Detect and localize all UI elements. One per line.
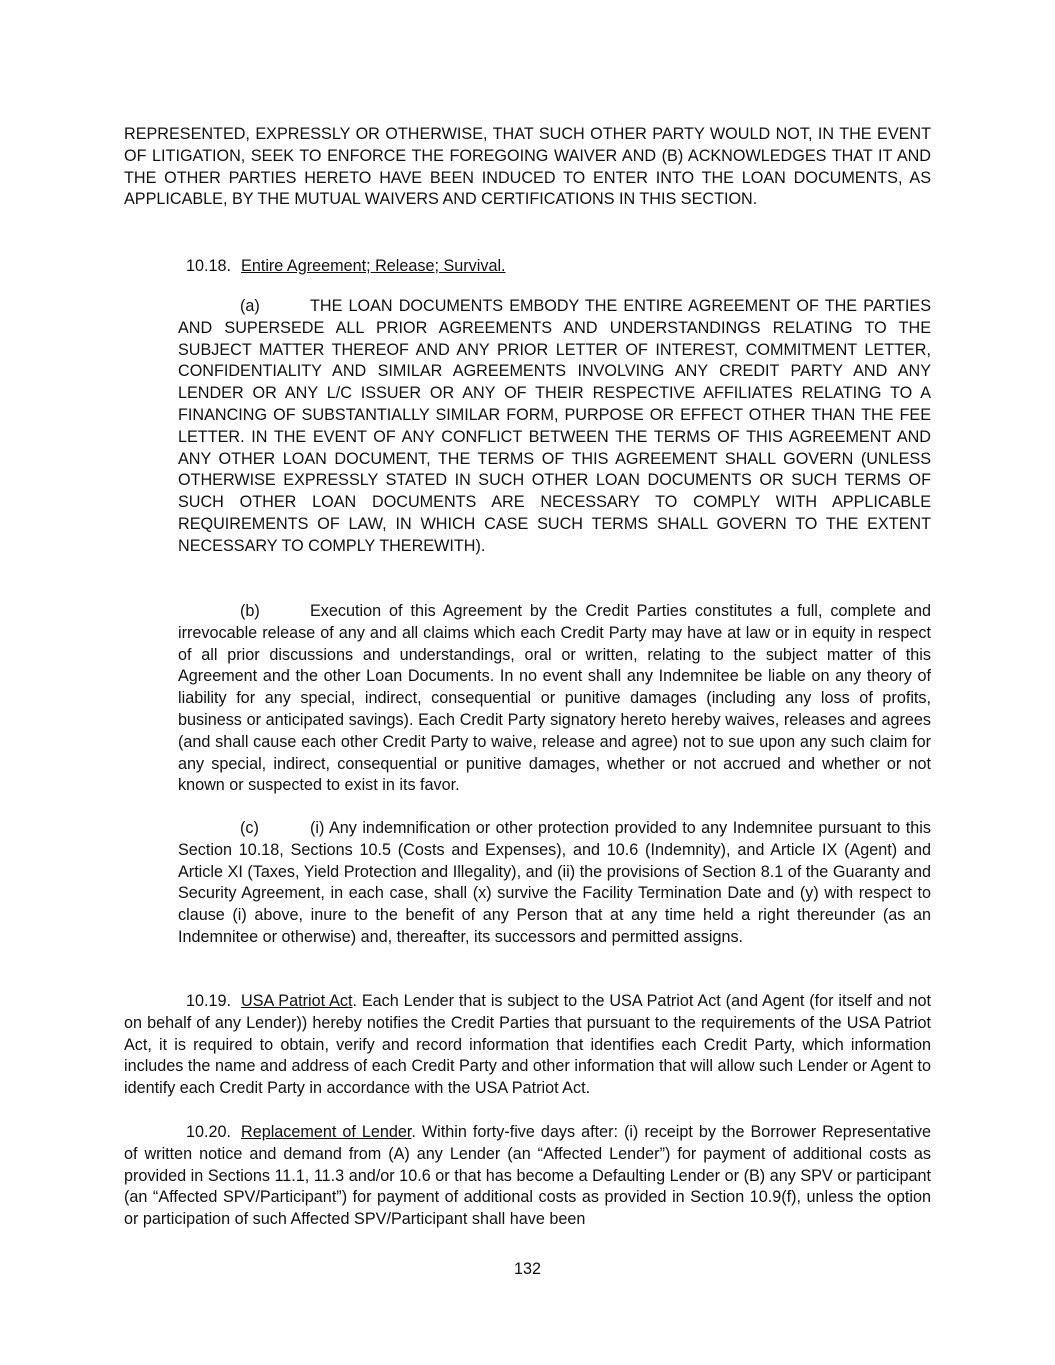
clause-label: (a) [240,297,260,315]
clause-label: (c) [240,819,259,837]
section-title: Entire Agreement; Release; Survival. [241,257,506,275]
section-10-18-a-paragraph [178,296,931,558]
section-10-18-heading [124,256,931,278]
section-number: 10.19. [186,992,232,1010]
clause-text: Execution of this Agreement by the Credit Parties constitutes a full, complete and irrevocable release of any and all claims which each Credit Party may have at law or in equity in respect of all prior discussions and understandings, oral or written, relating to the subject matter of this Agreement and the other Loan Documents. In no event shall any Indemnitee be liable on any theory of liability for any special, indirect, consequential or punitive damages (including any loss of profits, business or anticipated savings). Each Credit Party signatory hereto hereby waives, releases and agrees (and shall cause each other Credit Party to waive, release and agree) not to sue upon any such claim for any special, indirect, consequential or punitive damages, whether or not accrued and whether or not known or suspected to exist in its favor. [178,602,931,795]
clause-text: THE LOAN DOCUMENTS EMBODY THE ENTIRE AGREEMENT OF THE PARTIES AND SUPERSEDE ALL PRIOR AGREEMENTS AND UNDERSTANDINGS RELATING TO THE SUBJECT MATTER THEREOF AND ANY PRIOR LETTER OF INTEREST, COMMITMENT LETTER, CONFIDENTIALITY AND SIMILAR AGREEMENTS INVOLVING ANY CREDIT PARTY AND ANY LENDER OR ANY L/C ISSUER OR ANY OF THEIR RESPECTIVE AFFILIATES RELATING TO A FINANCING OF SUBSTANTIALLY SIMILAR FORM, PURPOSE OR EFFECT OTHER THAN THE FEE LETTER. IN THE EVENT OF ANY CONFLICT BETWEEN THE TERMS OF THIS AGREEMENT AND ANY OTHER LOAN DOCUMENT, THE TERMS OF THIS AGREEMENT SHALL GOVERN (UNLESS OTHERWISE EXPRESSLY STATED IN SUCH OTHER LOAN DOCUMENTS OR SUCH TERMS OF SUCH OTHER LOAN DOCUMENTS ARE NECESSARY TO COMPLY WITH APPLICABLE REQUIREMENTS OF LAW, IN WHICH CASE SUCH TERMS SHALL GOVERN TO THE EXTENT NECESSARY TO COMPLY THEREWITH). [178,297,931,555]
section-text: . Within forty-five days after: (i) receipt by the Borrower Representative of written notice and demand from (A) any Lender (an “Affected Lender”) for payment of additional costs as provided in Sections 11.1, 11.3 and/or 10.6 or that has become a Defaulting Lender or (B) any SPV or participant (an “Affected SPV/Participant”) for payment of additional costs as provided in Section 10.9(f), unless the option or participation of such Affected SPV/Participant shall have been [124,1123,931,1229]
section-title: USA Patriot Act [241,992,353,1010]
waiver-continuation-paragraph: REPRESENTED, EXPRESSLY OR OTHERWISE, THAT SUCH OTHER PARTY WOULD NOT, IN THE EVENT OF LITIGATION, SEEK TO ENFORCE THE FOREGOING WAIVER AND (B) ACKNOWLEDGES THAT IT AND THE OTHER PARTIES HERETO HAVE BEEN INDUCED TO ENTER INTO THE LOAN DOCUMENTS, AS APPLICABLE, BY THE MUTUAL WAIVERS AND CERTIFICATIONS IN THIS SECTION. [124,125,931,209]
section-text: . Each Lender that is subject to the USA Patriot Act (and Agent (for itself and not on behalf of any Lender)) hereby notifies the Credit Parties that pursuant to the requirements of the USA Patriot Act, it is required to obtain, verify and record information that identifies each Credit Party, which information includes the name and address of each Credit Party and other information that will allow such Lender or Agent to identify each Credit Party in accordance with the USA Patriot Act. [124,992,931,1098]
section-10-18-b-paragraph [178,601,931,797]
section-10-19-paragraph [124,991,931,1100]
section-number: 10.18. [186,257,232,275]
clause-label: (b) [240,602,260,620]
section-10-18-c-paragraph [178,818,931,949]
section-title: Replacement of Lender [241,1123,412,1141]
section-10-20-paragraph [124,1122,931,1231]
page-number: 132 [513,1260,541,1278]
clause-text: (i) Any indemnification or other protection provided to any Indemnitee pursuant to this Section 10.18, Sections 10.5 (Costs and Expenses), and 10.6 (Indemnity), and Article IX (Agent) and Article XI (Taxes, Yield Protection and Illegality), and (ii) the provisions of Section 8.1 of the Guaranty and Security Agreement, in each case, shall (x) survive the Facility Termination Date and (y) with respect to clause (i) above, inure to the benefit of any Person that at any time held a right thereunder (as an Indemnitee or otherwise) and, thereafter, its successors and permitted assigns. [178,819,931,946]
section-number: 10.20. [186,1123,232,1141]
